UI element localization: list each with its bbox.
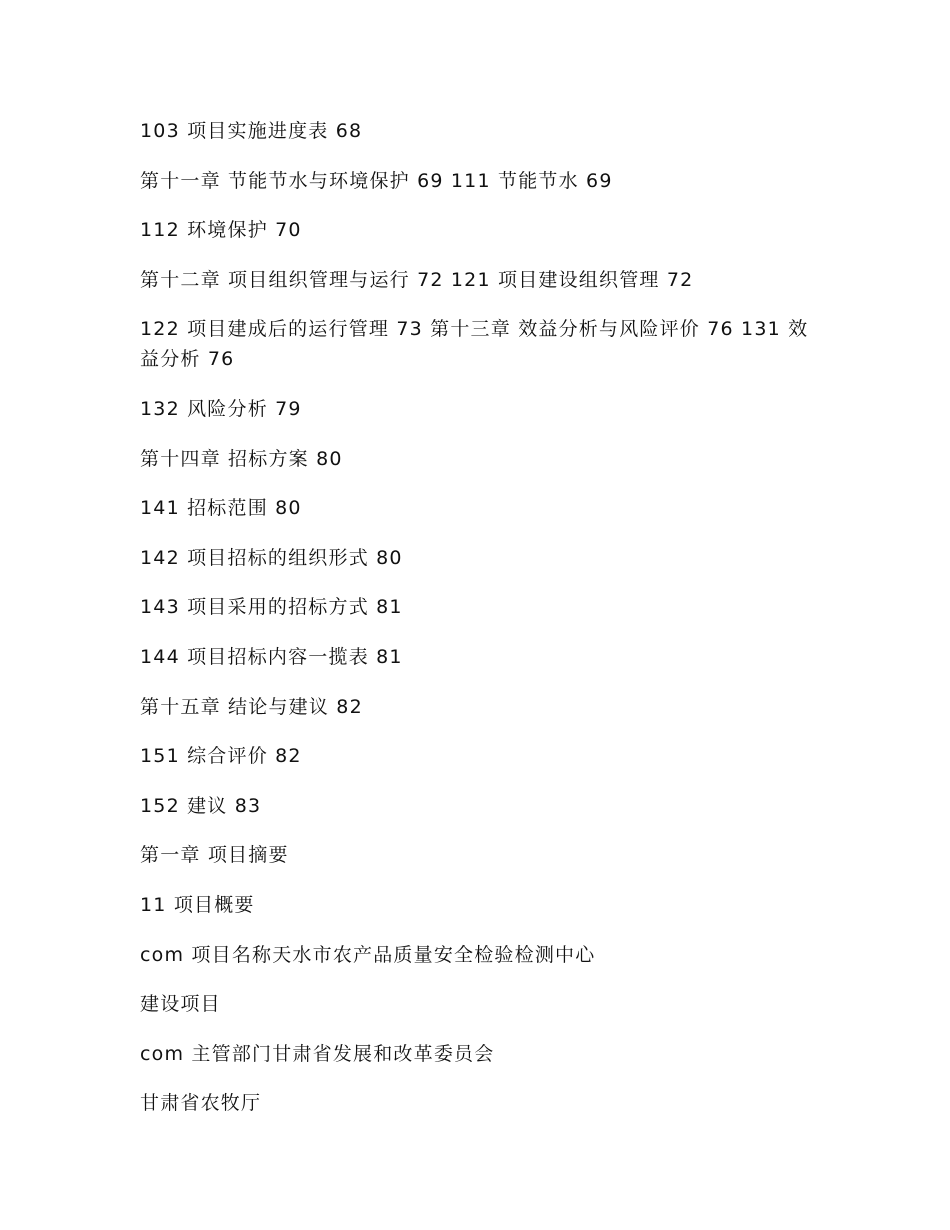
toc-line-9: 142 项目招标的组织形式 80 bbox=[140, 546, 403, 569]
toc-line-3: 112 环境保护 70 bbox=[140, 219, 302, 242]
toc-line-2: 第十一章 节能节水与环境保护 69 111 节能节水 69 bbox=[140, 169, 613, 192]
toc-line-13: 151 综合评价 82 bbox=[140, 745, 302, 768]
toc-line-14: 152 建议 83 bbox=[140, 794, 262, 817]
toc-line-8: 141 招标范围 80 bbox=[140, 497, 302, 520]
project-name-continuation: 建设项目 bbox=[140, 993, 221, 1016]
chapter-heading: 第一章 项目摘要 bbox=[140, 844, 289, 867]
toc-line-5: 122 项目建成后的运行管理 73 第十三章 效益分析与风险评价 76 131 效益分析 76 bbox=[140, 318, 809, 371]
department-continuation: 甘肃省农牧厅 bbox=[140, 1092, 262, 1115]
document-page bbox=[140, 116, 820, 1138]
section-heading: 11 项目概要 bbox=[140, 893, 255, 916]
toc-line-4: 第十二章 项目组织管理与运行 72 121 项目建设组织管理 72 bbox=[140, 268, 694, 291]
toc-line-1: 103 项目实施进度表 68 bbox=[140, 120, 363, 142]
project-name-line: com 项目名称天水市农产品质量安全检验检测中心 bbox=[140, 943, 596, 966]
toc-line-6: 132 风险分析 79 bbox=[140, 397, 302, 420]
toc-line-7: 第十四章 招标方案 80 bbox=[140, 447, 343, 470]
department-line: com 主管部门甘肃省发展和改革委员会 bbox=[140, 1042, 495, 1065]
toc-line-10: 143 项目采用的招标方式 81 bbox=[140, 596, 403, 619]
toc-line-12: 第十五章 结论与建议 82 bbox=[140, 695, 363, 718]
toc-line-11: 144 项目招标内容一揽表 81 bbox=[140, 645, 403, 668]
